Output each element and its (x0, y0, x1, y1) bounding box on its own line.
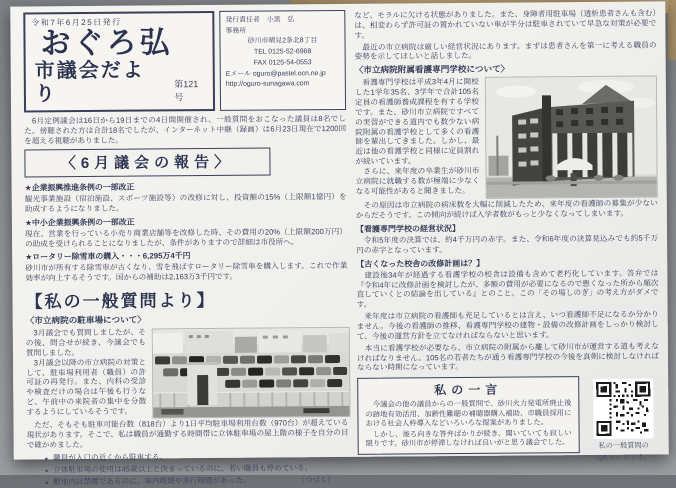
parking-lead-text: 3月議会でも質問しましたが、その後、問合せが続き、今議会でも質問しました。 3月議会以降の市立病院の対策として、駐車場利用者（職員）の許可証の再発行。また、内科の受診や検査だけの場合は午後も行うなど、午前中の来院者の集中を分散するようにしているそうです。 (25, 327, 147, 417)
qr-code (596, 382, 650, 436)
renovation-paragraph: 建設後34年が経過する看護学校の校舎は設備も含めて老朽化しています。答弁では『令和4年に改修計画を検討したが、多額の費用が必要になるので悪くなった所から順次直していくとの結論を出している』とのこと。この「その場しのぎ」の考え方がダメです。 (356, 268, 659, 310)
subtitle-row (35, 59, 207, 106)
parking-overflow-para2: 最近の市立病院は厳しい経営状況にあります。まずは患者さんを第一に考える職員の姿勢を示してほしいと話しました。 (354, 40, 657, 62)
report-headline-box (24, 148, 270, 178)
publisher-fax: FAX 0125-54-0553 (253, 59, 312, 67)
bottom-row (357, 376, 660, 466)
parking-overflow-para1: など、モラルに欠ける状態がありました。また、身障者用駐車場（透析患者さんも含む）は、相変わらず許可証の置かれていない車が半分は駐車されていて早急な対策が必要です。 (354, 8, 657, 40)
parking-lot-photo (152, 327, 351, 419)
publisher-address: 砂川市晴見2条北8丁目 (247, 37, 318, 46)
report-item-body: 現在、営業を行っている小売り商業店舗等を改修した時、その費用の20%（上限額200万円）の助成を受けられることになりましたが、条件がありますので詳細は市役所へ。 (24, 226, 348, 249)
publisher-url: http://oguro-sunagawa.com (225, 80, 310, 89)
report-item-body: 砂川市が所有する除雪車が古くなり、雪を飛ばすロータリー除雪車を購入します。これで作業効率が向上するそうです。国からの補助は2,163万3千円です。 (25, 261, 348, 283)
publisher-office: 事務所 (225, 27, 247, 35)
report-item-body: 観光事業施設（宿泊施設、スポーツ施設等）の改修に対し、投資額の15%（上限額1億円）を助成するようになりました。 (24, 191, 347, 214)
outlook-paragraph: 来年度は市立病院の看護師も充足しているとは言え、いつ看護師不足になるか分かりません。今後の看護師の推移、看護専門学校の建物・設備の改修計画をしっかり検討して、今後の運営方針を立てなければならないと思います。 (356, 309, 659, 341)
renovation-heading: 【古くなった校舎の改修計画は？】 (356, 258, 485, 269)
bullet-item (45, 474, 349, 488)
nursing-school-section (355, 75, 658, 200)
report-item-title: ★中小企業振興条例の一部改正 (24, 217, 135, 228)
bullet-text: 敷地内は禁煙であるのに、車内喫煙や歩行喫煙があった。 (53, 475, 251, 486)
parking-section (26, 325, 349, 420)
bullet-text: 職員が入口の近くから駐車する。 (53, 452, 168, 462)
intro-paragraph: 6月定例議会は16日から19日までの4日間開催され、一般質問をおこなった議員は8名でした。傍聴された方は合計18名でしたが、インターネット中継（録画）は6月23日現在で1200回を超える視聴がありました。 (24, 114, 347, 146)
newsletter-title: おぐろ弘 (40, 26, 173, 61)
issue-number: 第121号 (174, 79, 199, 103)
finance-paragraph: 令和5年度の決算では、約4千万円の赤字。また、令和6年度の決算見込みでも約5千万円の赤字となっています。 (356, 233, 659, 255)
observation-list (45, 450, 349, 488)
bullet-icon: ● (44, 479, 49, 486)
report-item (25, 247, 347, 284)
parking-subhead: 〈市立病院の駐車場について〉 (25, 314, 146, 326)
bullet-text: 立体駐車場の使用は45歳以上と決まっているのに、若い職員も停めている。 (53, 462, 313, 474)
report-item-title: ★企業振興推進条例の一部改正 (24, 182, 135, 193)
my-word-box (357, 376, 580, 454)
report-item-title: ★ロータリー除雪車の購入・・・6,295万4千円 (25, 251, 191, 262)
my-word-title: 私の一言 (434, 383, 503, 398)
parking-lot-illustration (153, 328, 350, 418)
publish-date: 令和7年6月25日発行 (31, 17, 122, 28)
publisher-info-box (219, 10, 346, 111)
parking-paragraph: ただ、そもそも駐車可能台数（818台）より1日平均駐車場利用台数（970台）が超えている現状があります。そこで、私は職員が通勤する時間帯に立体駐車場の屋上階の様子を自分の目で確かめました。 (26, 418, 349, 450)
finance-heading: 【看護専門学校の経営状況】 (355, 224, 461, 234)
title-box (23, 11, 215, 113)
closing-paragraph: 本当に看護学校が必要なら、市立病院の附属から離して砂川市が運営する道も考えなければなりません。105名の若者たちが通う看護専門学校の今後を真剣に検討しなければならない時期になっています。 (356, 341, 660, 373)
table-surface-edge (668, 0, 676, 60)
report-item (25, 213, 347, 250)
nursing-school-subhead: 〈市立病院附属看護専門学校について〉 (354, 63, 510, 76)
building-illustration (486, 77, 657, 198)
qr-area (587, 376, 660, 464)
nursing-cause-paragraph: その原因は市立病院の病床数を大幅に削減したため、来年度の看護師の募集が少ないからだそうです。この傾向が続けば入学者数がもっと少なくなってしまいます。 (355, 198, 658, 221)
my-word-para1: 今議会の他の議員からの一般質問で、砂川火力発電所廃止後の跡地有効活用、加齢性難聴の補聴器購入補助、市職員採用における社会人枠導入などいろいろな提案がありました。 (365, 398, 572, 429)
nursing-school-building-photo (485, 76, 658, 199)
nursing-lead-text: 看護専門学校は平成3年4月に開校した1学年35名、3学年で合計105名定員の看護師養成課程を有する学校です。また、砂川市立病院ですべての実習ができる道内でも数少ない病院附属の看護学校として多くの看護師を輩出してきました。しかし、最近は他の看護学校と同様に定員割れが続いています。 さらに、来年度の卒業生が砂川市立病院に就職する数が極端に少なくなる可能性があると聞きました。 (354, 77, 480, 196)
publisher-tel: TEL 0125-52-6968 (253, 48, 312, 56)
newsletter-page (10, 1, 669, 486)
qr-caption-line2: QRコードです。 (597, 452, 651, 463)
report-headline: 〈6月議会の報告〉 (60, 153, 235, 173)
newsletter-subtitle: 市議会だより (34, 59, 145, 106)
right-column (354, 8, 660, 463)
report-item (25, 178, 347, 215)
bullet-icon: ● (44, 467, 49, 474)
my-word-para2: しかし、後ろ向きな答弁ばかりが続き、聞いていても寂しい限りです。砂川市が停滞しなければ良いがと思う議会でした。 (365, 427, 572, 449)
to-be-continued: （つづく） (296, 474, 335, 484)
qr-caption-line1: 私の一般質問の (598, 440, 649, 451)
masthead (23, 10, 346, 113)
publisher-responsible: 発行責任者 小黒 弘 (225, 16, 295, 24)
publisher-email: Eメール oguro@pastel.ocn.ne.jp (225, 69, 326, 78)
general-question-headline: 【私の一般質問より】 (25, 291, 216, 312)
bullet-icon: ● (44, 455, 49, 463)
left-column (23, 10, 349, 486)
